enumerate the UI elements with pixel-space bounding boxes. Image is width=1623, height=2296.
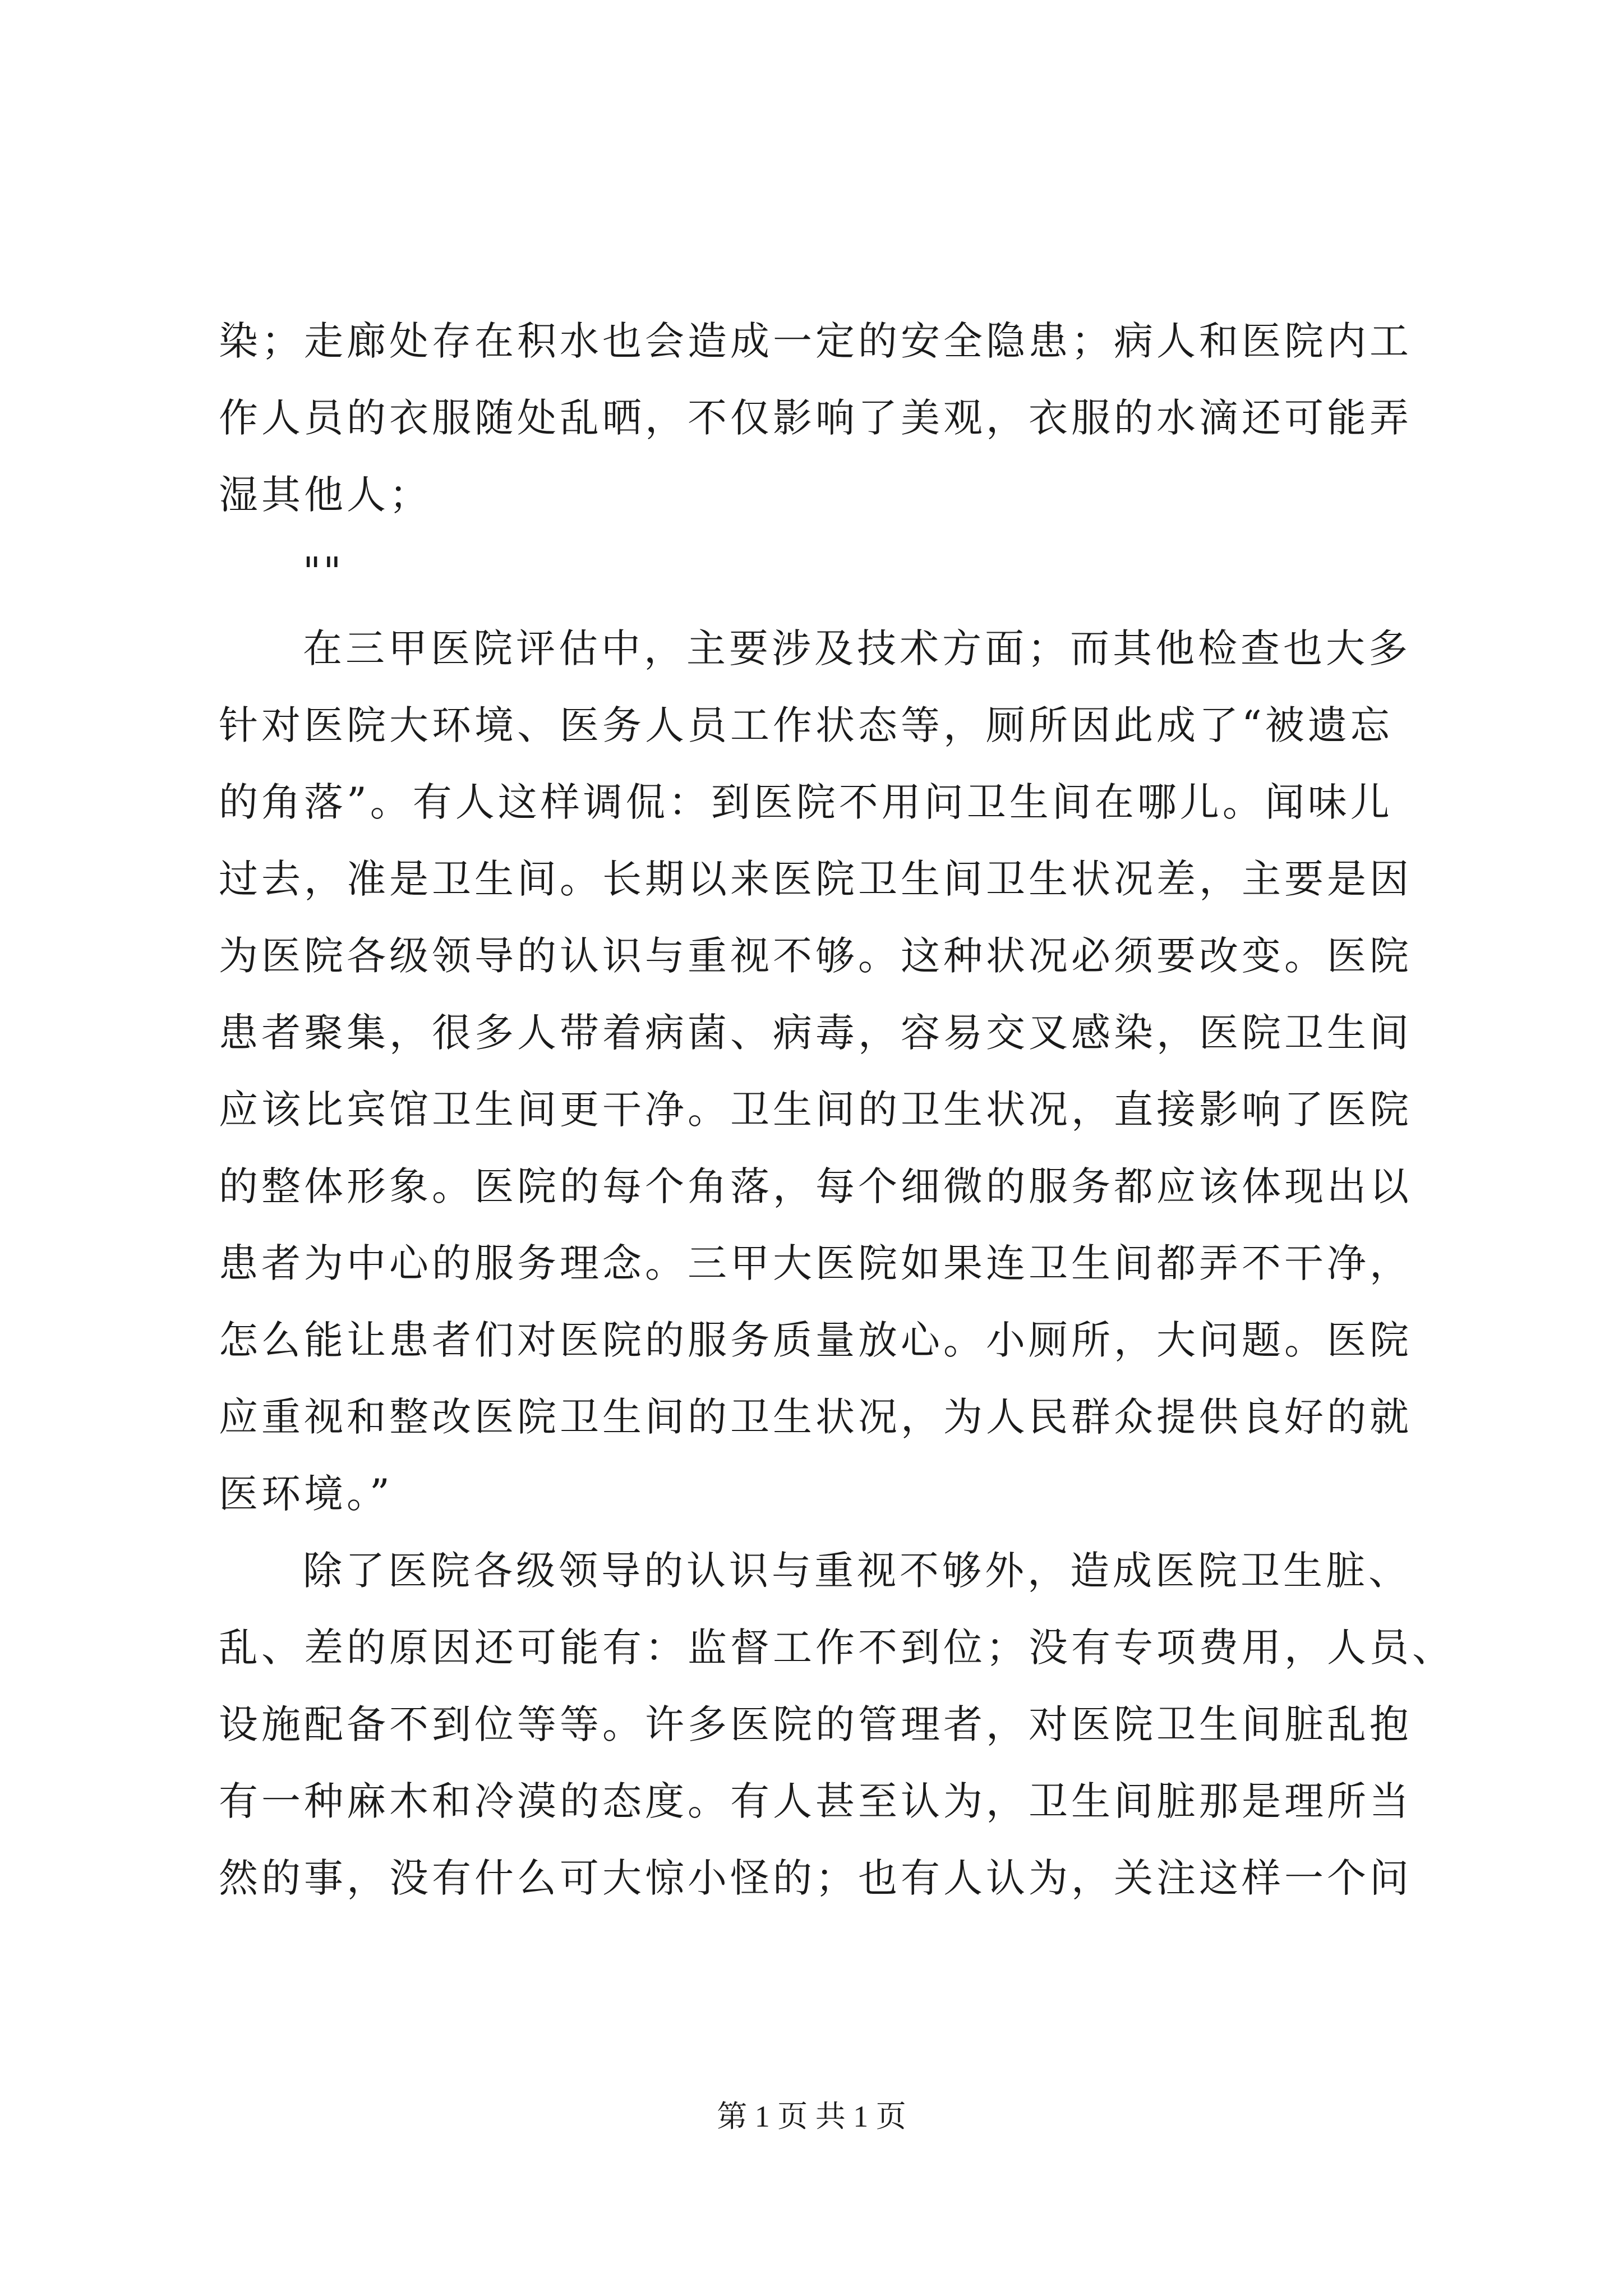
text-line: 有一种麻木和冷漠的态度。有人甚至认为，卫生间脏那是理所当	[219, 1778, 1412, 1824]
text-line: 的角落”。有人这样调侃：到医院不用问卫生间在哪儿。闻味儿	[219, 779, 1393, 825]
text-line: 作人员的衣服随处乱晒，不仅影响了美观，衣服的水滴还可能弄	[219, 395, 1412, 441]
text-line: 然的事，没有什么可大惊小怪的；也有人认为，关注这样一个问	[219, 1855, 1412, 1901]
paragraph-start: 在三甲医院评估中，主要涉及技术方面；而其他检查也大多	[303, 625, 1411, 671]
text-line: 过去，准是卫生间。长期以来医院卫生间卫生状况差，主要是因	[219, 856, 1412, 902]
text-line: 设施配备不到位等等。许多医院的管理者，对医院卫生间脏乱抱	[219, 1701, 1412, 1747]
text-line: 患者聚集，很多人带着病菌、病毒，容易交叉感染，医院卫生间	[219, 1010, 1412, 1056]
page-number: 第 1 页 共 1 页	[717, 2100, 906, 2133]
body-text	[219, 303, 1455, 1917]
text-line: 乱、差的原因还可能有：监督工作不到位；没有专项费用，人员、	[219, 1625, 1455, 1671]
text-line: 针对医院大环境、医务人员工作状态等，厕所因此成了“被遗忘	[219, 702, 1393, 748]
text-line: 染；走廊处存在积水也会造成一定的安全隐患；病人和医院内工	[219, 318, 1412, 364]
text-line: 为医院各级领导的认识与重视不够。这种状况必须要改变。医院	[219, 933, 1412, 979]
text-line: 湿其他人；	[219, 472, 432, 518]
text-line: 怎么能让患者们对医院的服务质量放心。小厕所，大问题。医院	[219, 1317, 1412, 1363]
text-line: 的整体形象。医院的每个角落，每个细微的服务都应该体现出以	[219, 1163, 1412, 1209]
text-line: 患者为中心的服务理念。三甲大医院如果连卫生间都弄不干净，	[219, 1240, 1412, 1286]
paragraph-start: 除了医院各级领导的认识与重视不够外，造成医院卫生脏、	[303, 1548, 1411, 1594]
empty-quote-line: ""	[303, 549, 344, 595]
page-footer	[0, 2097, 1623, 2136]
text-line: 应重视和整改医院卫生间的卫生状况，为人民群众提供良好的就	[219, 1394, 1412, 1440]
text-line: 应该比宾馆卫生间更干净。卫生间的卫生状况，直接影响了医院	[219, 1087, 1412, 1133]
text-line: 医环境。”	[219, 1471, 393, 1517]
